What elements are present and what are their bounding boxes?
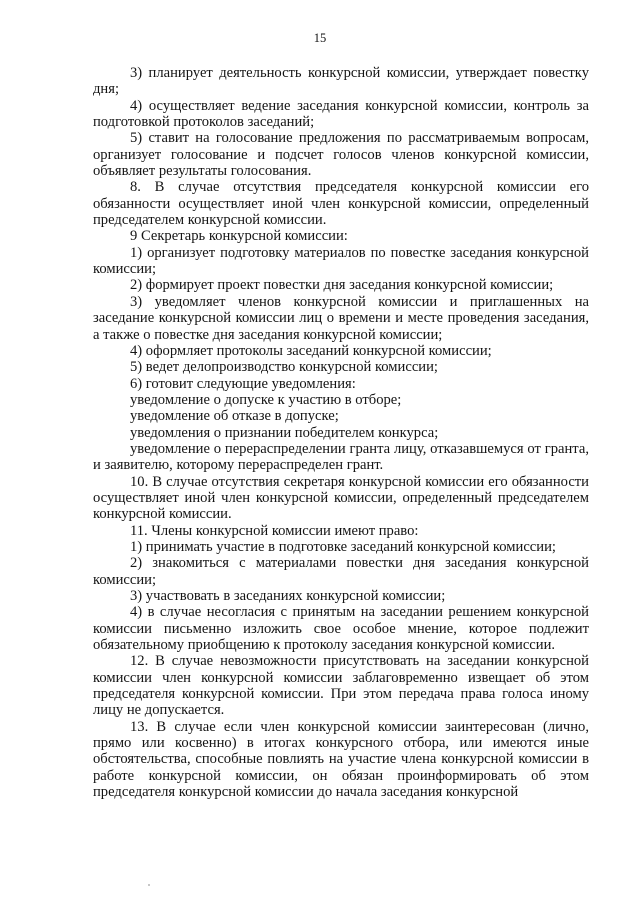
paragraph: 4) осуществляет ведение заседания конкурсной комиссии, контроль за подготовкой протоколов заседаний;: [93, 97, 589, 131]
document-body: [93, 65, 589, 800]
paragraph: 1) принимать участие в подготовке заседаний конкурсной комиссии;: [130, 538, 556, 555]
paragraph: 4) оформляет протоколы заседаний конкурсной комиссии;: [130, 342, 492, 359]
paragraph: 5) ставит на голосование предложения по рассматриваемым вопросам, организует голосование и подсчет голосов членов конкурсной комиссии, объявляет результаты голосования.: [93, 130, 589, 180]
paragraph: 3) уведомляет членов конкурсной комиссии и приглашенных на заседание конкурсной комиссии лиц о времени и месте проведения заседания, а также о повестке дня заседания конкурсной комиссии;: [93, 293, 589, 343]
paragraph: уведомление о допуске к участию в отборе;: [130, 391, 402, 408]
scan-speck: [148, 884, 150, 886]
paragraph: 9 Секретарь конкурсной комиссии:: [130, 228, 348, 245]
paragraph: уведомление о перераспределении гранта лицу, отказавшемуся от гранта, и заявителю, которому перераспределен грант.: [93, 440, 589, 474]
paragraph: уведомление об отказе в допуске;: [130, 408, 339, 425]
paragraph: 5) ведет делопроизводство конкурсной комиссии;: [130, 359, 438, 376]
paragraph: 10. В случае отсутствия секретаря конкурсной комиссии его обязанности осуществляет иной член конкурсной комиссии, определенный председателем конкурсной комиссии.: [93, 473, 589, 523]
paragraph: 1) организует подготовку материалов по повестке заседания конкурсной комиссии;: [93, 244, 589, 278]
paragraph: 2) знакомиться с материалами повестки дня заседания конкурсной комиссии;: [93, 555, 589, 588]
paragraph: 6) готовит следующие уведомления:: [130, 375, 356, 392]
paragraph: 8. В случае отсутствия председателя конкурсной комиссии его обязанности осуществляет иной член конкурсной комиссии, определенный председателем конкурсной комиссии.: [93, 179, 589, 229]
paragraph: 3) участвовать в заседаниях конкурсной комиссии;: [130, 588, 446, 604]
paragraph: 13. В случае если член конкурсной комиссии заинтересован (лично, прямо или косвенно) в итогах конкурсного отбора, или имеются иные обстоятельства, способные повлиять на участие члена конкурсной комиссии в работе конкурсной комиссии, он обязан проинформировать об этом председателя конкурсной комиссии до начала заседания конкурсной: [93, 718, 589, 801]
paragraph: 11. Члены конкурсной комиссии имеют право:: [130, 522, 419, 539]
paragraph: уведомления о признании победителем конкурса;: [130, 424, 439, 441]
page-number: 15: [313, 31, 327, 45]
paragraph: 4) в случае несогласия с принятым на заседании решением конкурсной комиссии письменно изложить свое особое мнение, которое подлежит обязательному приобщению к протоколу заседания конкурсной комиссии.: [93, 604, 589, 654]
paragraph: 2) формирует проект повестки дня заседания конкурсной комиссии;: [130, 277, 554, 294]
paragraph: 12. В случае невозможности присутствовать на заседании конкурсной комиссии член конкурсной комиссии заблаговременно извещает об этом председателя конкурсной комиссии. При этом передача права голоса иному лицу не допускается.: [93, 653, 589, 719]
paragraph: 3) планирует деятельность конкурсной комиссии, утверждает повестку дня;: [93, 65, 589, 98]
